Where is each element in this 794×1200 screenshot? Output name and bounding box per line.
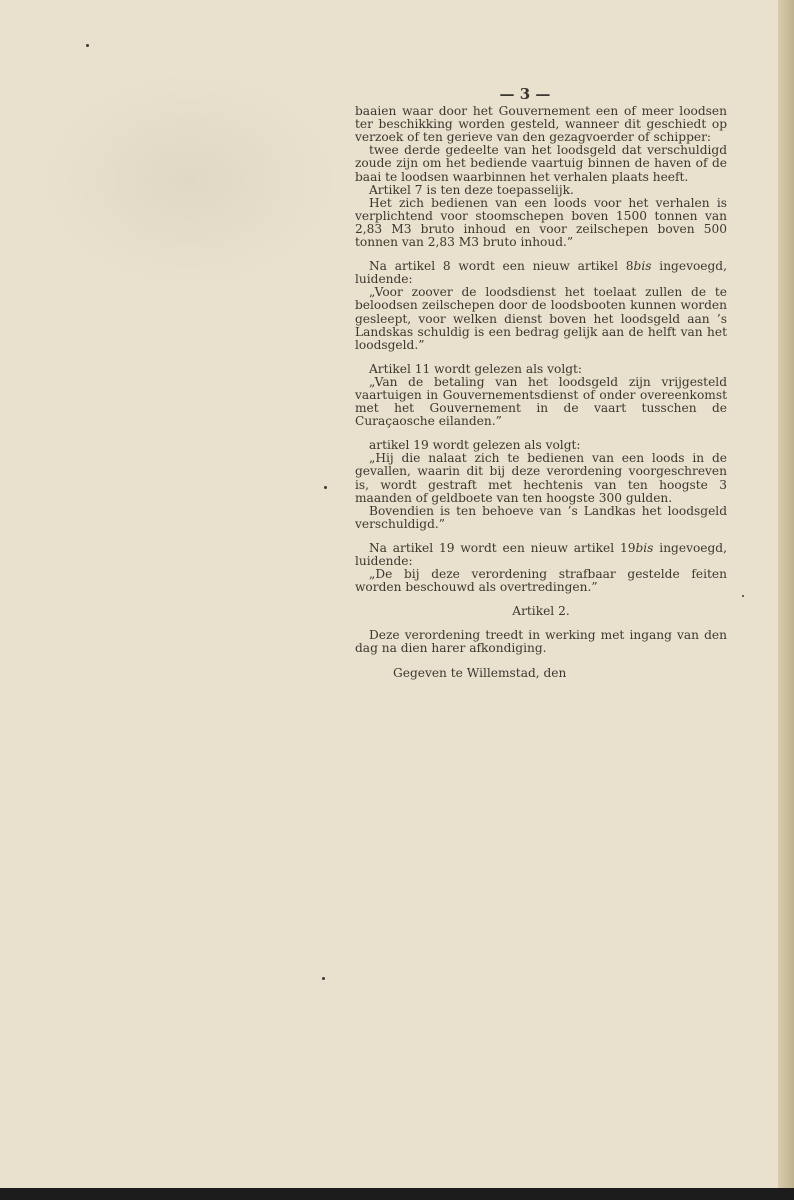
paragraph: Het zich bedienen van een loods voor het verhalen is verplichtend voor stoomschepen boven 1500 tonnen van 2,83 M3 bruto inhoud en voor zeilschepen boven 500 tonnen van 2,83 M3 bruto inhoud.” <box>355 195 727 250</box>
text-run: Na artikel 19 wordt een nieuw artikel 19 <box>369 540 636 555</box>
show-through-bleed <box>40 70 340 290</box>
italic-bis: bis <box>633 259 652 274</box>
paragraph: Artikel 7 is ten deze toepasselijk. <box>369 182 574 197</box>
spacer <box>355 656 727 667</box>
paragraph: „Voor zoover de loodsdienst het toelaat zullen de te beloodsen zeilschepen door de loodsbooten kunnen worden gesleept, voor welken dienst boven het loodsgeld aan ’s Landskas schuldig is een bedrag gelijk aan de helft van het loodsgeld.” <box>355 285 727 352</box>
page-number: — 3 — <box>499 85 551 103</box>
speck-mark <box>324 486 327 489</box>
paragraph: „De bij deze verordening strafbaar gestelde feiten worden beschouwd als overtredingen.” <box>355 567 727 595</box>
paragraph: baaien waar door het Gouvernement een of meer loodsen ter beschikking worden gesteld, wanneer dit geschiedt op verzoek of ten gerieve van den gezagvoerder of schipper: <box>355 104 727 145</box>
paragraph: Bovendien is ten behoeve van ’s Landkas het loodsgeld verschuldigd.” <box>355 503 727 531</box>
paragraph: „Hij die nalaat zich te bedienen van een loods in de gevallen, waarin dit bij deze verordening voorgeschreven is, wordt gestraft met hechtenis van ten hoogste 3 maanden of geldboete van ten hoogste 300 gulden. <box>355 451 727 505</box>
article-heading: Artikel 2. <box>512 604 570 619</box>
speck-mark <box>742 595 744 597</box>
text-run: Na artikel 8 wordt een nieuw artikel 8 <box>369 259 634 274</box>
paragraph: twee derde gedeelte van het loodsgeld dat verschuldigd zoude zijn om het bediende vaartuig binnen de haven of de baai te loodsen waarbinnen het verhalen plaats heeft. <box>355 143 727 184</box>
text-run: ingevoegd, luidende: <box>355 540 727 568</box>
paragraph: Deze verordening treedt in werking met ingang van den dag na dien harer afkondiging. <box>355 628 727 656</box>
text-column <box>355 85 727 680</box>
paragraph: Artikel 11 wordt gelezen als volgt: <box>369 361 583 376</box>
text-run: ingevoegd, luidende: <box>355 259 727 287</box>
paragraph: „Van de betaling van het loodsgeld zijn vrijgesteld vaartuigen in Gouvernementsdienst of onder overeenkomst met het Gouvernement in de vaart tusschen de Curaçaosche eilanden.” <box>355 374 727 429</box>
paragraph <box>355 542 727 568</box>
paragraph: artikel 19 wordt gelezen als volgt: <box>369 438 581 453</box>
signature-line: Gegeven te Willemstad, den <box>393 665 567 680</box>
speck-mark <box>322 977 325 980</box>
paragraph <box>355 260 727 286</box>
italic-bis: bis <box>635 540 654 555</box>
page-edge-bottom <box>0 1188 794 1200</box>
speck-mark <box>86 44 89 47</box>
page-edge-right <box>778 0 794 1200</box>
